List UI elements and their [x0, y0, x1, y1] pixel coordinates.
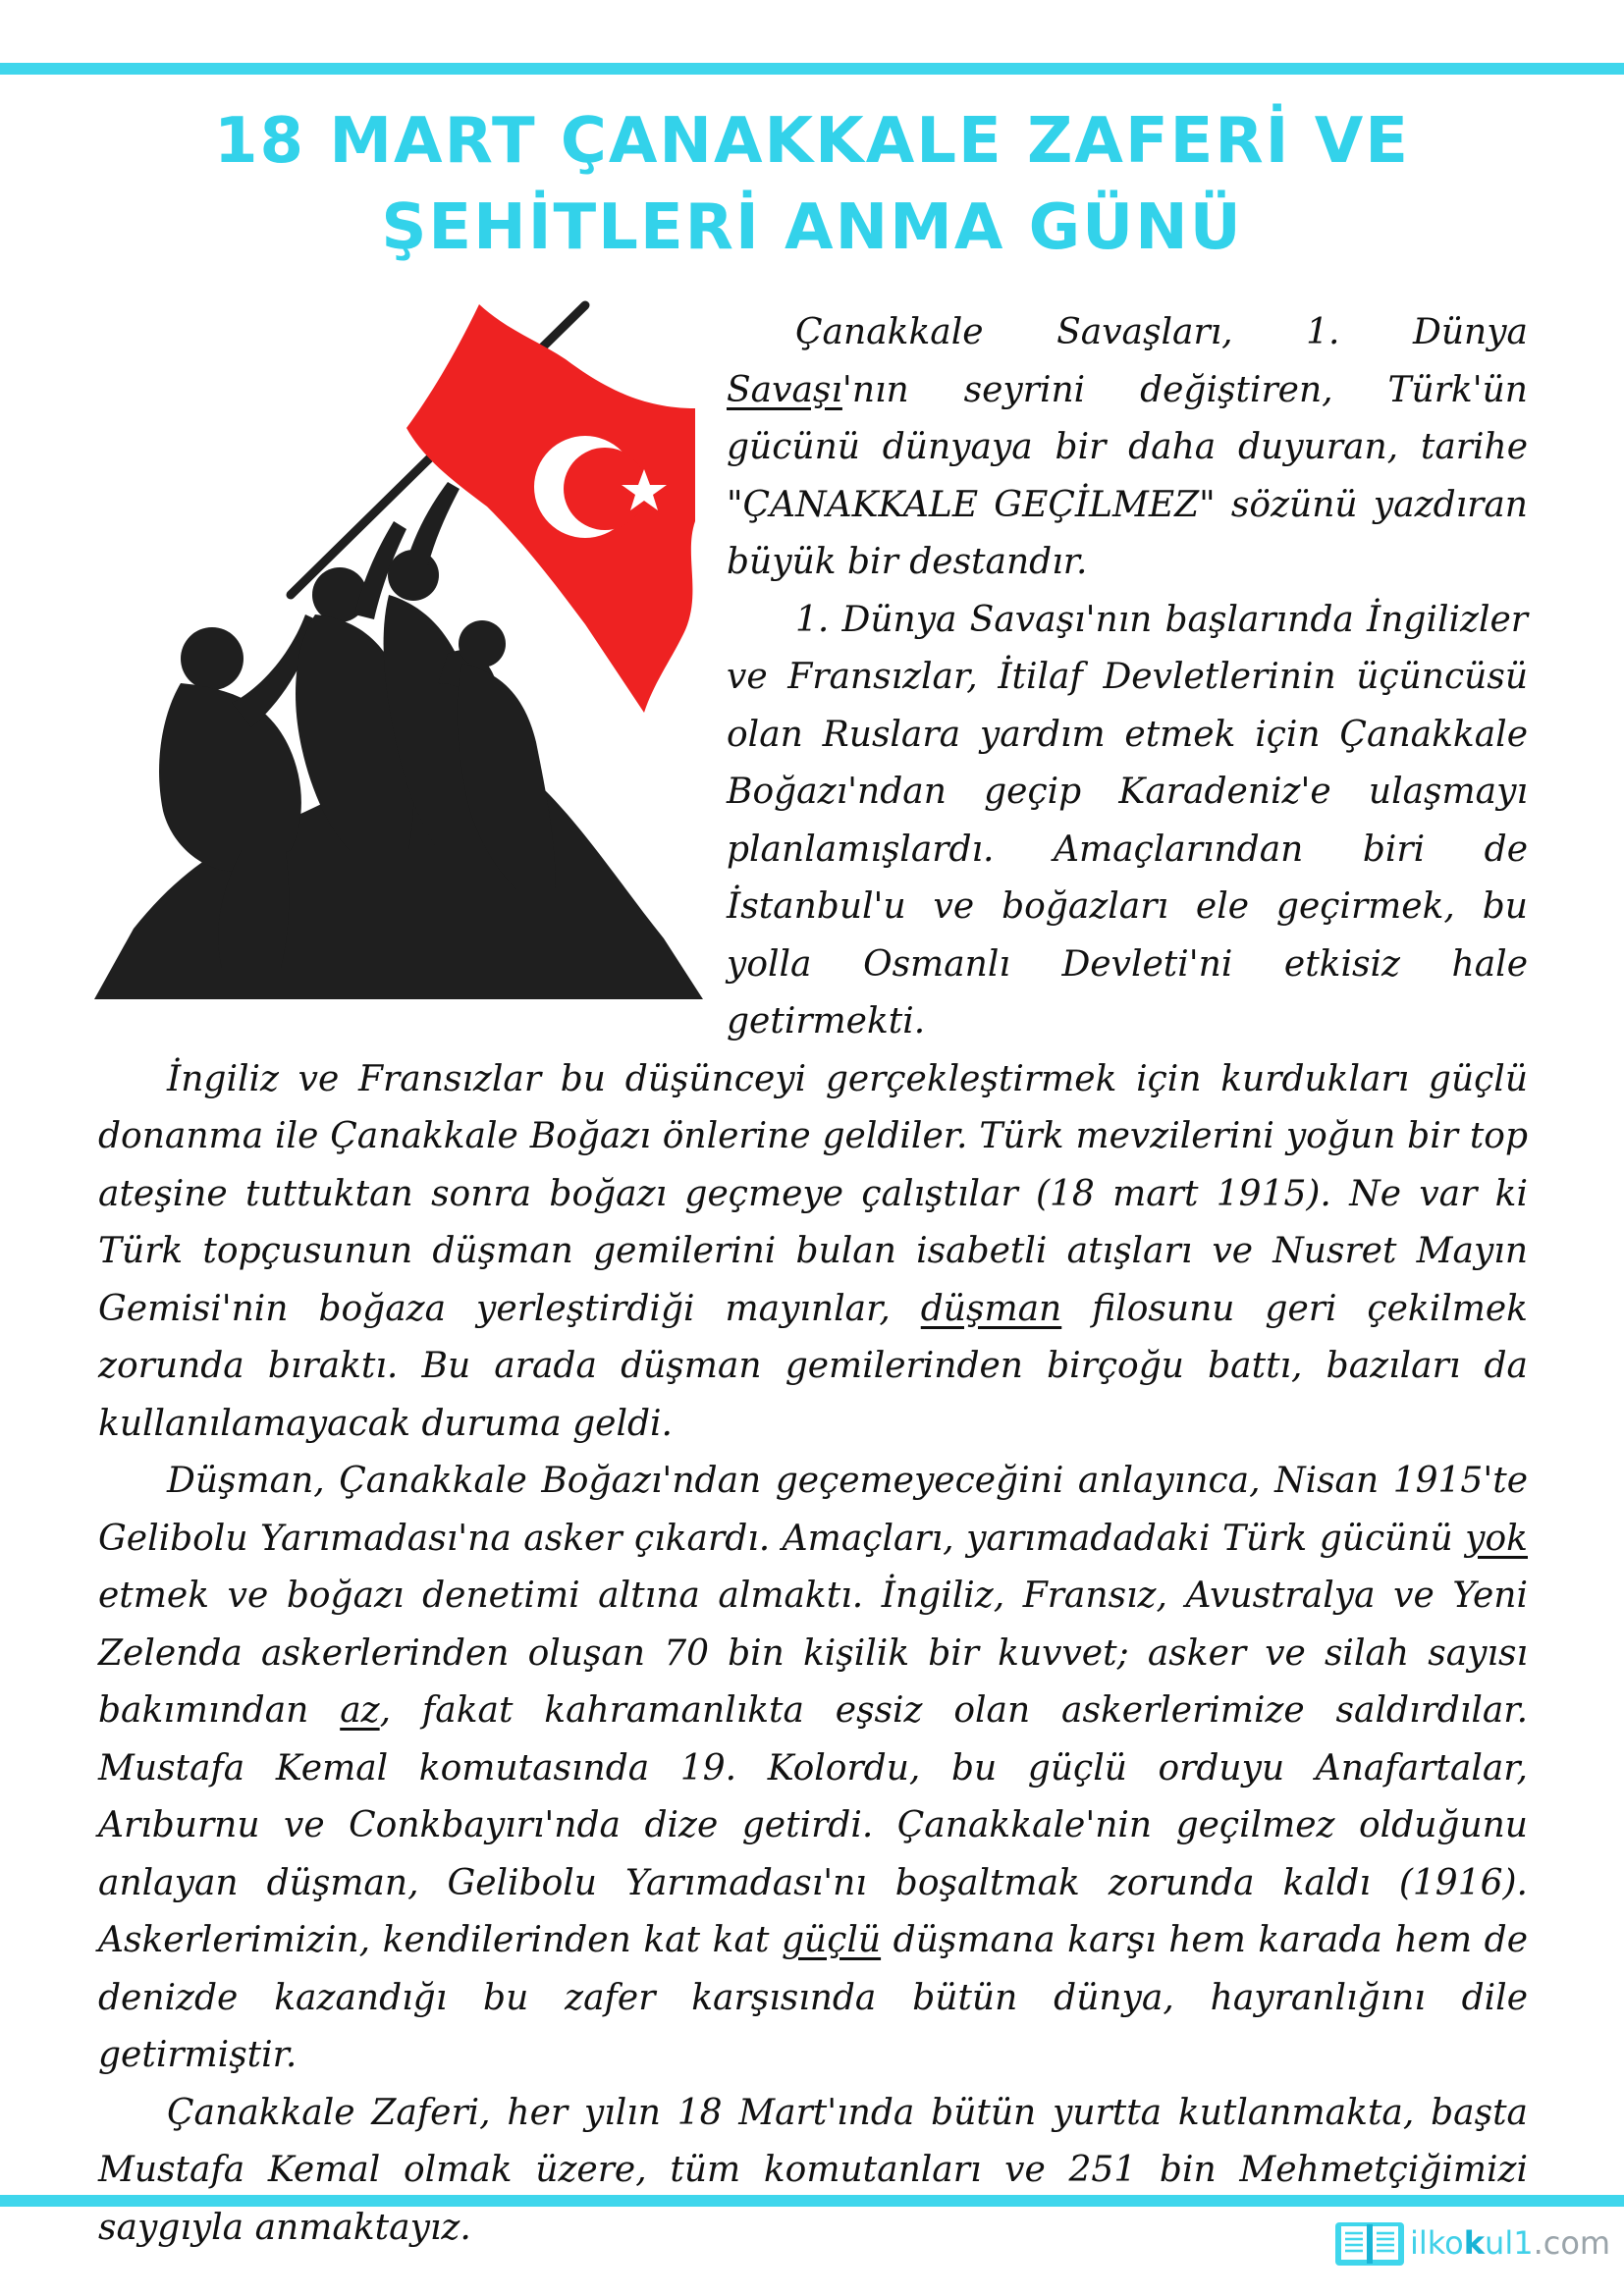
page-title	[0, 98, 1624, 271]
bottom-accent-rule	[0, 2195, 1624, 2207]
title-line-2: ŞEHİTLERİ ANMA GÜNÜ	[381, 191, 1243, 264]
paragraph-3	[98, 1051, 1528, 1454]
logo-domain: .com	[1533, 2224, 1611, 2262]
underlined-word-guclu: güçlü	[782, 1920, 882, 1960]
paragraph-3-text-b: filosunu geri çekilmek zorunda bıraktı. Bu arada düşman gemilerinden birçoğu battı, bazıları da kullanılamayacak duruma geldi.	[98, 1288, 1528, 1444]
paragraph-1-text-a: Çanakkale Savaşları, 1. Dünya	[795, 312, 1528, 352]
paragraph-4	[98, 1453, 1528, 2085]
paragraph-4-text-c: , fakat kahramanlıkta eşsiz olan askerlerimize saldırdılar. Mustafa Kemal komutasında 19. Kolordu, bu güçlü orduyu Anafartalar, Arıburnu ve Conkbayırı'nda dize getirdi. Çanakkale'nin geçilmez olduğunu anlayan düşman, Gelibolu Yarımadası'nı boşaltmak zorunda kaldı (1916). Askerlerimizin, kendilerinden kat kat	[98, 1690, 1529, 1960]
article-body	[98, 304, 1528, 2257]
paragraph-2: 1. Dünya Savaşı'nın başlarında İngilizler ve Fransızlar, İtilaf Devletlerinin üçüncüsü olan Ruslara yardım etmek için Çanakkale Boğazı'ndan geçip Karadeniz'e ulaşmayı planlamışlardı. Amaçlarından biri de İstanbul'u ve boğazları ele geçirmek, bu yolla Osmanlı Devleti'ni etkisiz hale getirmekti.	[727, 599, 1528, 1041]
top-accent-rule	[0, 63, 1624, 75]
paragraph-4-text-b: etmek ve boğazı denetimi altına almaktı. İngiliz, Fransız, Avustralya ve Yeni Zelenda askerlerinden oluşan 70 bin kişilik bir kuvvet; asker ve silah sayısı bakımından	[98, 1575, 1528, 1731]
underlined-word-savasi: Savaşı	[727, 369, 842, 410]
site-logo[interactable]	[1333, 2215, 1610, 2271]
open-book-icon	[1333, 2216, 1406, 2269]
logo-wordmark	[1410, 2224, 1610, 2262]
underlined-word-dusman: düşman	[920, 1288, 1062, 1329]
underlined-word-yok: yok	[1465, 1518, 1528, 1559]
logo-prefix: ilko	[1410, 2224, 1464, 2262]
paragraph-5: Çanakkale Zaferi, her yılın 18 Mart'ında bütün yurtta kutlanmakta, başta Mustafa Kemal olmak üzere, tüm komutanları ve 251 bin Mehmetçiğimizi saygıyla anmaktayız.	[98, 2092, 1528, 2248]
underlined-word-az: az	[340, 1690, 380, 1731]
paragraph-1-text-b: 'nın seyrini değiştiren, Türk'ün gücünü dünyaya bir daha duyuran, tarihe "ÇANAKKALE GEÇİLMEZ" sözünü yazdıran büyük bir destandır.	[727, 369, 1528, 582]
paragraph-4-text-d: düşmana karşı hem karada hem de denizde kazandığı bu zafer karşısında bütün dünya, hayranlığını dile getirmiştir.	[98, 1920, 1528, 2075]
figure-spacer	[98, 304, 727, 1026]
paragraph-3-text-a: İngiliz ve Fransızlar bu düşünceyi gerçekleştirmek için kurdukları güçlü donanma ile Çanakkale Boğazı önlerine geldiler. Türk mevzilerini yoğun bir top ateşine tuttuktan sonra boğazı geçmeye çalıştılar (18 mart 1915). Ne var ki Türk topçusunun düşman gemilerini bulan isabetli atışları ve Nusret Mayın Gemisi'nin boğaza yerleştirdiği mayınlar,	[98, 1058, 1528, 1329]
logo-k: k	[1463, 2224, 1486, 2262]
paragraph-4-text-a: Düşman, Çanakkale Boğazı'ndan geçemeyeceğini anlayınca, Nisan 1915'te Gelibolu Yarımadası'na asker çıkardı. Amaçları, yarımadadaki Türk gücünü	[98, 1461, 1528, 1559]
logo-suffix: ul1	[1485, 2224, 1534, 2262]
title-line-1: 18 MART ÇANAKKALE ZAFERİ VE	[214, 105, 1410, 178]
